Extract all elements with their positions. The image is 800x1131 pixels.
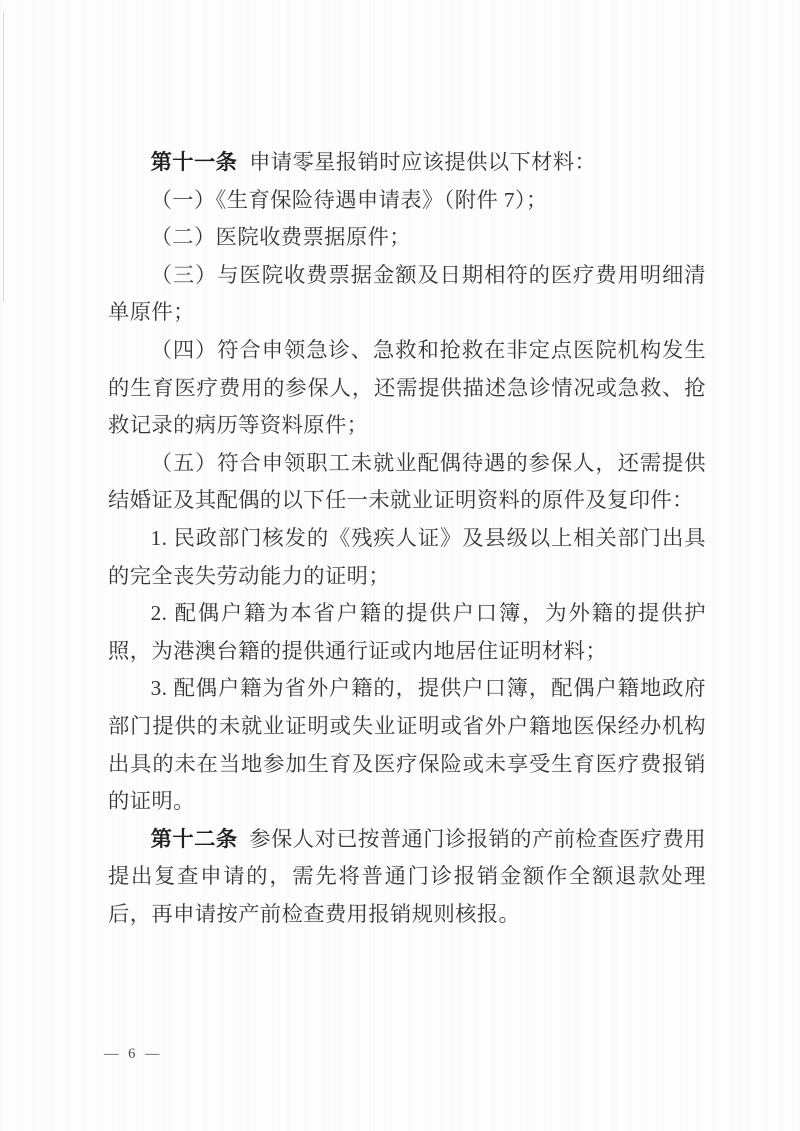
paragraph-text: （二）医院收费票据原件； (150, 225, 411, 250)
paragraph-item-5 (108, 445, 706, 520)
paragraph-article-11 (108, 144, 706, 182)
paragraph-text: （五）符合申领职工未就业配偶待遇的参保人，还需提供结婚证及其配偶的以下任一未就业证明资料的原件及复印件： (108, 450, 706, 513)
paragraph-text: 2. 配偶户籍为本省户籍的提供户口簿，为外籍的提供护照，为港澳台籍的提供通行证或内地居住证明材料； (108, 601, 706, 663)
paragraph-article-12 (108, 821, 706, 934)
paragraph-subitem-2 (108, 595, 706, 670)
article-12-label: 第十二条 (150, 826, 238, 851)
paragraph-item-3 (108, 257, 706, 332)
scan-edge-artifact-line (3, 12, 4, 302)
page-number: — 6 — (104, 1046, 163, 1062)
paragraph-subitem-3 (108, 670, 706, 820)
paragraph-item-2 (108, 219, 706, 257)
paragraph-text: （三）与医院收费票据金额及日期相符的医疗费用明细清单原件； (108, 262, 706, 325)
paragraph-text: 参保人对已按普通门诊报销的产前检查医疗费用提出复查申请的，需先将普通门诊报销金额作全额退款处理后，再申请按产前检查费用报销规则核报。 (108, 826, 706, 926)
paragraph-text: 3. 配偶户籍为省外户籍的，提供户口簿，配偶户籍地政府部门提供的未就业证明或失业证明或省外户籍地医保经办机构出具的未在当地参加生育及医疗保险或未享受生育医疗费报销的证明。 (108, 676, 706, 814)
paragraph-item-4 (108, 332, 706, 445)
paragraph-text: 申请零星报销时应该提供以下材料： (249, 150, 597, 174)
paragraph-text: 1. 民政部门核发的《残疾人证》及县级以上相关部门出具的完全丧失劳动能力的证明； (108, 525, 706, 588)
article-11-label: 第十一条 (150, 150, 238, 174)
document-body (108, 144, 706, 933)
paragraph-item-1 (108, 182, 706, 220)
paragraph-text: （四）符合申领急诊、急救和抢救在非定点医院机构发生的生育医疗费用的参保人，还需提供描述急诊情况或急救、抢救记录的病历等资料原件； (108, 337, 706, 438)
paragraph-text: （一）《生育保险待遇申请表》（附件 7）； (150, 187, 548, 212)
paragraph-subitem-1 (108, 520, 706, 595)
